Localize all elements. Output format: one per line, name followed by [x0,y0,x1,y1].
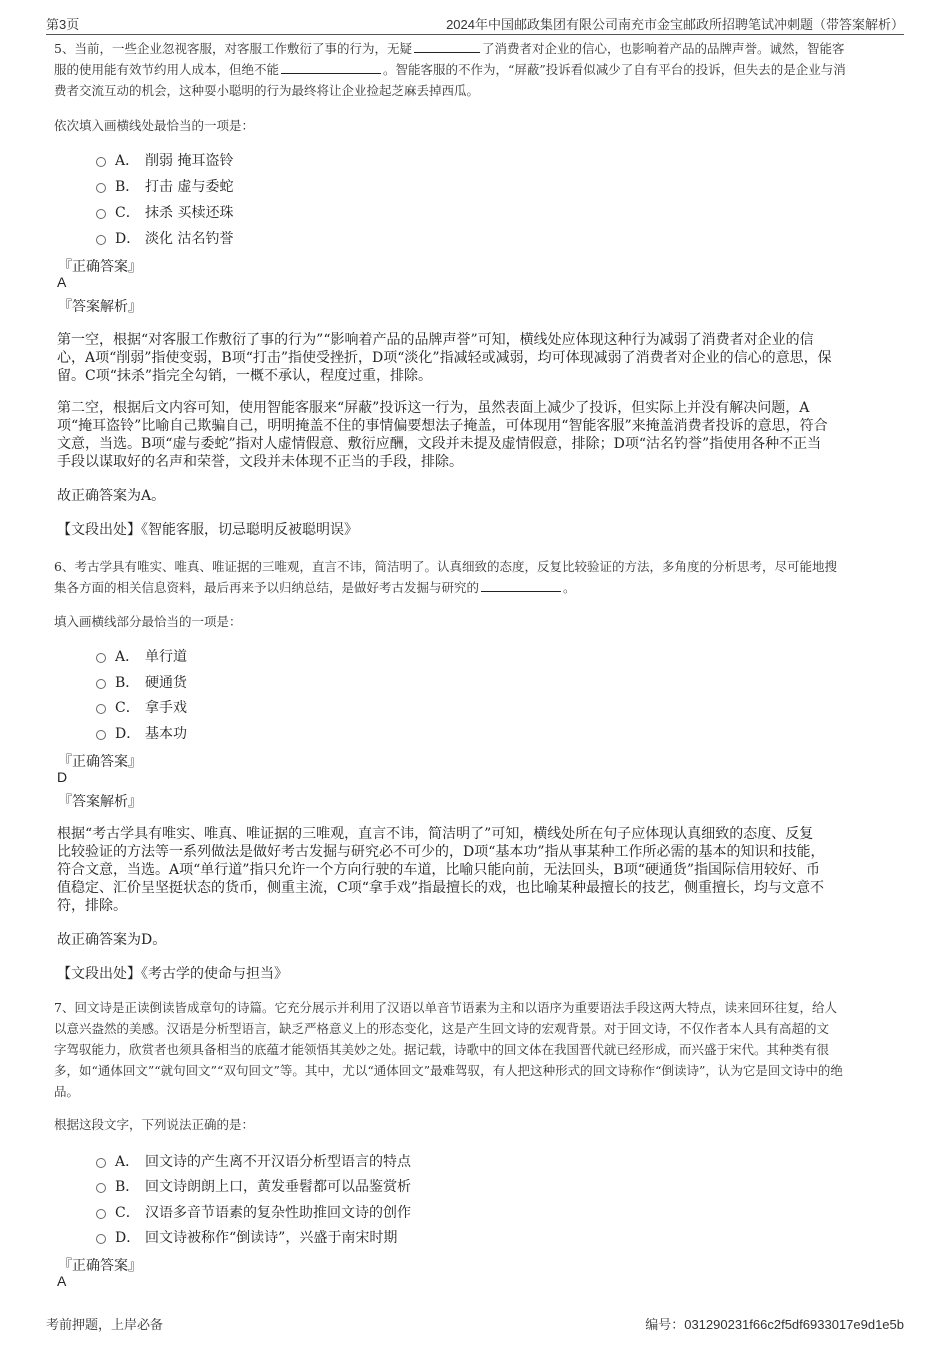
analysis-paragraph: 第一空，根据“对客服工作敷衍了事的行为”“影响着产品的品牌声誉”可知，横线处应体现这种行为减弱了消费者对企业的信 心，A项“削弱”指使变弱，B项“打击”指使受挫折，D项“淡化”指减轻或减弱，均可体现减弱了消费者对企业的信心的意思，保 留。C项“抹杀”指完全勾销，一概不承认，程度过重，排除。 [57,332,832,384]
q7-option-b[interactable]: B． 回文诗朗朗上口，黄发垂髫都可以品鉴赏析 [96,1176,411,1196]
q7-option-c[interactable]: C． 汉语多音节语素的复杂性助推回文诗的创作 [96,1202,411,1222]
radio-icon[interactable] [96,1183,106,1193]
q5-option-d[interactable]: D． 淡化 沽名钓誉 [96,228,233,248]
analysis-paragraph: 第二空，根据后文内容可知，使用智能客服来“屏蔽”投诉这一行为，虽然表面上减少了投诉，但实际上并没有解决问题，A 项“掩耳盗铃”比喻自己欺骗自己，明明掩盖不住的事情偏要想法子掩盖，可体现用“智能客服”来掩盖消费者投诉的意思，符合 文意，当选。B项“虚与委蛇”指对人虚情假意、敷衍应酬，文段并未提及虚情假意，排除；D项“沽名钓誉”指使用各种不正当 手段以谋取好的名声和荣誉，文段并未体现不正当的手段，排除。 [57,400,828,470]
q7-option-a[interactable]: A． 回文诗的产生离不开汉语分析型语言的特点 [96,1151,411,1171]
question-7-prompt: 根据这段文字，下列说法正确的是： [54,1117,255,1132]
radio-icon[interactable] [96,183,106,193]
radio-icon[interactable] [96,730,106,740]
q6-option-d[interactable]: D． 基本功 [96,723,187,743]
page-header [46,12,904,35]
radio-icon[interactable] [96,679,106,689]
blank-1 [481,579,561,592]
page-number: 第3页 [46,17,80,32]
answer-value: A [57,274,67,290]
conclusion: 故正确答案为A。 [57,488,166,504]
radio-icon[interactable] [96,235,106,245]
question-6-stem: 6、考古学具有唯实、唯真、唯证据的三唯观，直言不讳，简洁明了。认真细致的态度，反复比较验证的方法，多角度的分析思考，尽可能地搜 集各方面的相关信息资料，最后再来予以归纳总结，是做好考古发掘与研究的 。 [54,559,837,595]
radio-icon[interactable] [96,704,106,714]
radio-icon[interactable] [96,1209,106,1219]
radio-icon[interactable] [96,1234,106,1244]
radio-icon[interactable] [96,653,106,663]
conclusion: 故正确答案为D。 [57,932,167,948]
blank-2 [281,61,381,74]
source: 【文段出处】《考古学的使命与担当》 [57,966,288,982]
question-5-prompt: 依次填入画横线处最恰当的一项是： [54,118,255,133]
radio-icon[interactable] [96,209,106,219]
q5-option-b[interactable]: B． 打击 虚与委蛇 [96,176,233,196]
analysis-paragraph: 根据“考古学具有唯实、唯真、唯证据的三唯观，直言不讳，简洁明了”可知，横线处所在句子应体现认真细致的态度、反复 比较验证的方法等一系列做法是做好考古发掘与研究必不可少的，D项“基本功”指从事某种工作所必需的基本的知识和技能， 符合文意，当选。A项“单行道”指只允许一个方向行驶的车道，比喻只能向前，无法回头，B项“硬通货”指国际信用较好、币 值稳定、汇价呈坚挺状态的货币，侧重主流，C项“拿手戏”指最擅长的戏，也比喻某种最擅长的技艺，侧重擅长，均与文意不 符，排除。 [57,826,825,914]
radio-icon[interactable] [96,157,106,167]
q6-option-b[interactable]: B． 硬通货 [96,672,187,692]
question-6-prompt: 填入画横线部分最恰当的一项是： [54,614,242,629]
q5-option-c[interactable]: C． 抹杀 买椟还珠 [96,202,233,222]
q6-option-c[interactable]: C． 拿手戏 [96,697,187,717]
q7-option-d[interactable]: D． 回文诗被称作“倒读诗”，兴盛于南宋时期 [96,1227,397,1247]
document-title: 2024年中国邮政集团有限公司南充市金宝邮政所招聘笔试冲刺题（带答案解析） [446,17,904,32]
analysis-label: 『答案解析』 [58,794,142,810]
answer-label: 『正确答案』 [58,259,142,275]
blank-1 [414,40,480,53]
q6-option-a[interactable]: A． 单行道 [96,646,187,666]
answer-value: D [57,769,68,785]
footer-serial: 编号：031290231f66c2f5df6933017e9d1e5b [645,1317,904,1332]
question-7-stem: 7、回文诗是正读倒读皆成章句的诗篇。它充分展示并利用了汉语以单音节语素为主和以语序为重要语法手段这两大特点，读来回环往复，给人 以意兴盎然的美感。汉语是分析型语言，缺乏严格意义上的形态变化，这是产生回文诗的宏观背景。对于回文诗，不仅作者本人具有高超的文 字驾驭能力，欣赏者也须具备相当的底蕴才能领悟其美妙之处。据记载，诗歌中的回文体在我国晋代就已经形成，而兴盛于宋代。其种类有很 多，如“通体回文”“就句回文”“双句回文”等。其中，尤以“通体回文”最难驾驭，有人把这种形式的回文诗称作“倒读诗”，认为它是回文诗中的绝 品。 [54,1000,843,1099]
answer-label: 『正确答案』 [58,1258,142,1274]
source: 【文段出处】《智能客服，切忌聪明反被聪明误》 [57,522,358,538]
footer-slogan: 考前押题，上岸必备 [46,1317,164,1332]
q5-option-a[interactable]: A． 削弱 掩耳盗铃 [96,150,233,170]
radio-icon[interactable] [96,1158,106,1168]
answer-label: 『正确答案』 [58,754,142,770]
analysis-label: 『答案解析』 [58,299,142,315]
answer-value: A [57,1273,67,1289]
question-5-stem: 5、当前，一些企业忽视客服，对客服工作敷衍了事的行为，无疑 了消费者对企业的信心，也影响着产品的品牌声誉。诚然，智能客 服的使用能有效节约用人成本，但绝不能 。智能客服的不作为，“屏蔽”投诉看似减少了自有平台的投诉，但失去的是企业与消 费者交流互动的机会，这种耍小聪明的行为最终将让企业捡起芝麻丢掉西瓜。 [54,41,846,98]
